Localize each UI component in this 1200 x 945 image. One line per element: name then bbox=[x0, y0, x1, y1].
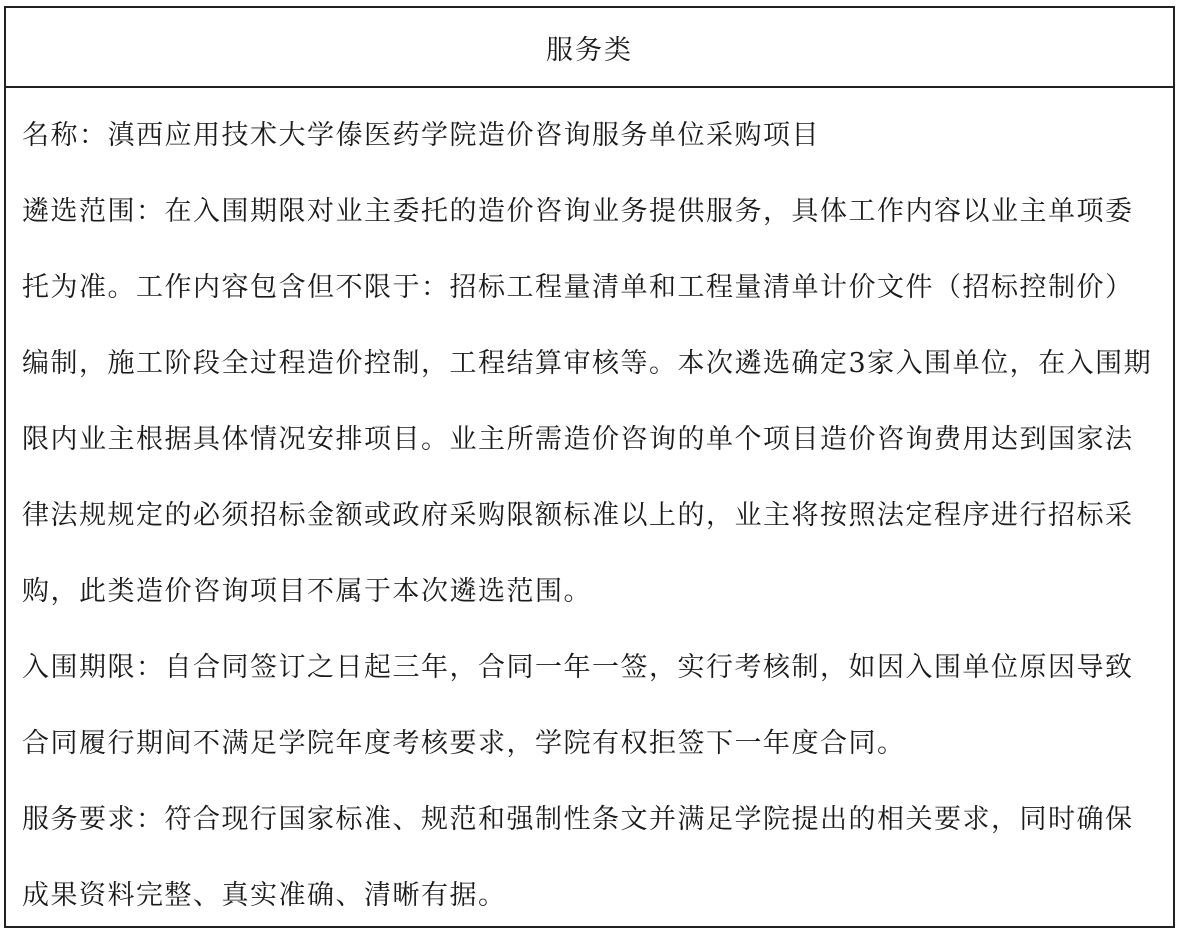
document-table bbox=[4, 6, 1175, 928]
name-label: 名称： bbox=[22, 120, 108, 151]
scope-value: 在入围期限对业主委托的造价咨询业务提供服务，具体工作内容以业主单项委托为准。工作内容包含但不限于：招标工程量清单和工程量清单计价文件（招标控制价）编制，施工阶段全过程造价控制，工程结算审核等。本次遴选确定3家入围单位，在入围期限内业主根据具体情况安排项目。业主所需造价咨询的单个项目造价咨询费用达到国家法律法规规定的必须招标金额或政府采购限额标准以上的，业主将按照法定程序进行招标采购，此类造价咨询项目不属于本次遴选范围。 bbox=[22, 196, 1153, 607]
name-paragraph bbox=[22, 98, 1159, 174]
period-paragraph bbox=[22, 630, 1159, 782]
service-value: 符合现行国家标准、规范和强制性条文并满足学院提出的相关要求，同时确保成果资料完整、真实准确、清晰有据。 bbox=[22, 804, 1134, 911]
scope-paragraph bbox=[22, 174, 1159, 630]
period-label: 入围期限： bbox=[22, 652, 165, 683]
service-label: 服务要求： bbox=[22, 804, 165, 835]
table-body bbox=[6, 88, 1173, 934]
service-paragraph bbox=[22, 782, 1159, 934]
table-header bbox=[6, 8, 1173, 88]
name-value: 滇西应用技术大学傣医药学院造价咨询服务单位采购项目 bbox=[107, 120, 820, 151]
scope-label: 遴选范围： bbox=[22, 196, 165, 227]
header-title: 服务类 bbox=[546, 34, 633, 66]
period-value: 自合同签订之日起三年，合同一年一签，实行考核制，如因入围单位原因导致合同履行期间不满足学院年度考核要求，学院有权拒签下一年度合同。 bbox=[22, 652, 1134, 759]
